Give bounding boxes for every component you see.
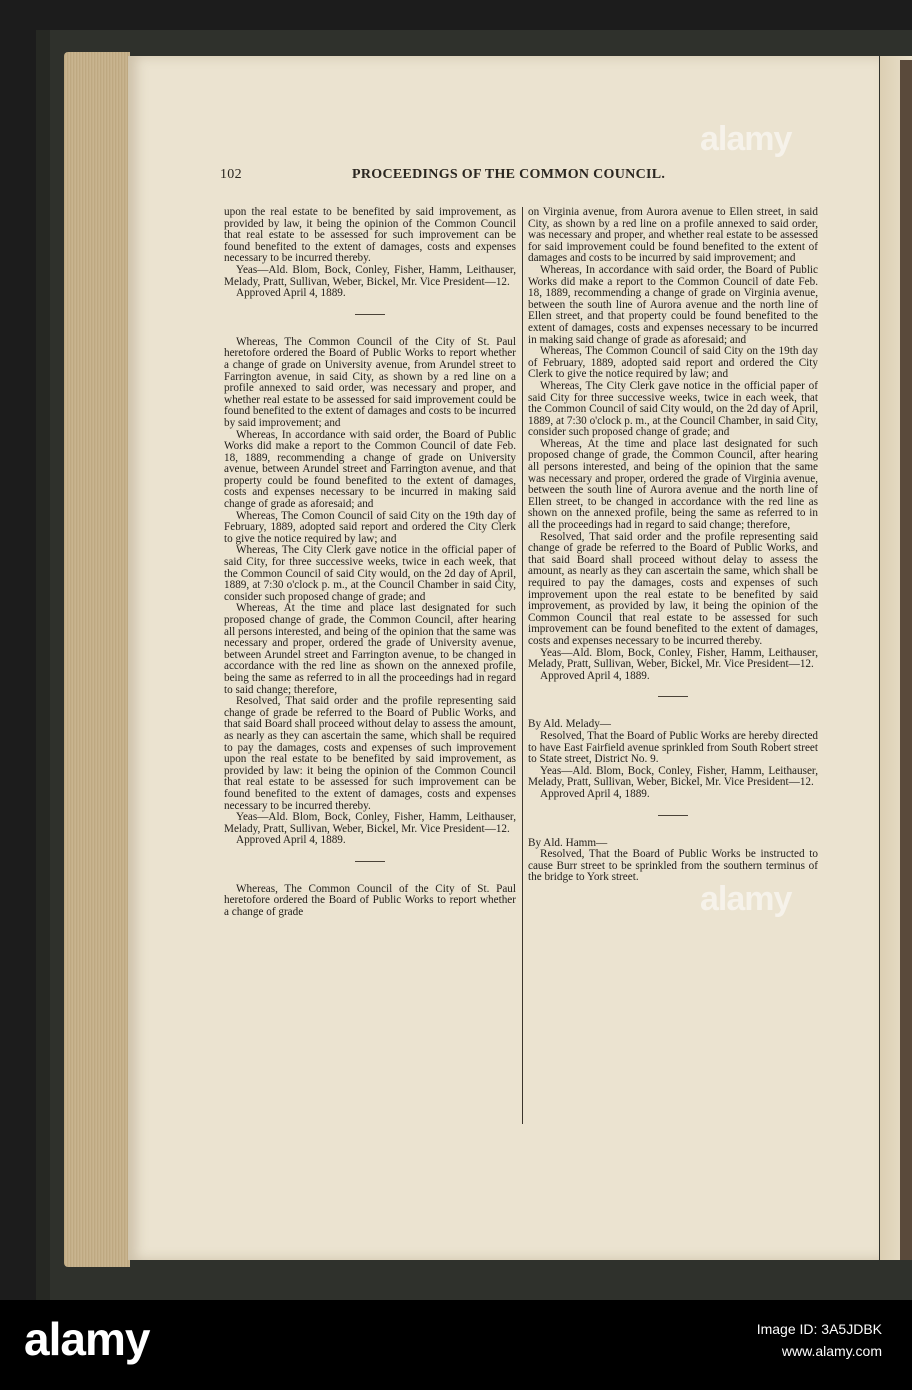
paragraph: Whereas, The Common Council of the City of St. Paul heretofore ordered the Board of Public Works to report whether a change of grade on University avenue, from Arundel street to Farrington avenue, in said City, as shown by a red line on a profile annexed to said order, was necessary and proper, and whether real estate to be assessed for said improvement could be found benefited to the extent of damages and costs to be incurred by said improvement; and	[224, 335, 516, 429]
paragraph: Whereas, The Common Council of said City on the 19th day of February, 1889, adopted said report and ordered the City Clerk to give the notice required by law; and	[528, 345, 818, 381]
paragraph: Whereas, The City Clerk gave notice in the official paper of said City, for three successive weeks, twice in each week, that the Common Council of said City would, on the 2d day of April, 1889, at 7:30 o'clock p. m., at the Council Chamber in said City, consider such proposed change of grade; and	[224, 544, 516, 603]
alamy-logo: alamy	[24, 1313, 150, 1365]
watermark-logo: alamy	[700, 120, 792, 158]
resolution: Resolved, That said order and the profile representing said change of grade be referred to the Board of Public Works, and that said Board shall proceed without delay to assess the amount, as nearly as they can ascertain the same, which shall be required to pay the damages, costs and expenses of such improvement upon the real estate to be benefited by said improvement, as provided by law: it being the opinion of the Common Council that real estate to be assessed for such improvement can be found benefited to the extent of damages, costs and expenses necessary to be incurred thereby.	[224, 695, 516, 812]
vote-record: Yeas—Ald. Blom, Bock, Conley, Fisher, Hamm, Leithauser, Melady, Pratt, Sullivan, Weber, Bickel, Mr. Vice President—12.	[528, 764, 818, 789]
section-divider	[658, 815, 688, 816]
paragraph: Whereas, In accordance with said order, the Board of Public Works did make a report to the Common Council of date Feb. 18, 1889, recommending a change of grade on University avenue, between Arundel street and Farrington avenue, and that property could be found benefited to the extent of damages, costs and expenses necessary to be incurred in making said change of grade as aforesaid; and	[224, 428, 516, 511]
paragraph: Whereas, The Common Council of the City of St. Paul heretofore ordered the Board of Public Works to report whether a change of grade	[224, 882, 516, 919]
section-divider	[355, 314, 385, 315]
paragraph: Whereas, In accordance with said order, the Board of Public Works did make a report to the Common Council of date Feb. 18, 1889, recommending a change of grade on Virginia avenue, between the south line of Aurora avenue and the north line of Ellen street, and that property could be found benefited to the extent of damages, costs and expenses necessary to be incurred in making said change of grade as aforesaid; and	[528, 263, 818, 346]
image-id: Image ID: 3A5JDBK	[756, 1321, 882, 1337]
paragraph: Whereas, At the time and place last designated for such proposed change of grade, the Common Council, after hearing all persons interested, and being of the opinion that the same was necessary and proper, ordered the grade of University avenue, between Arundel street and Farrington avenue, to be changed in accordance with the red line as shown on the annexed profile, being the same as referred to in all the proceedings had in regard to said change; therefore,	[224, 602, 516, 696]
resolution: Resolved, That said order and the profile representing said change of grade be referred to the Board of Public Works, and that said Board shall proceed without delay to assess the amount, as nearly as they can ascertain the same, which shall be required to pay the damages, costs and expenses of such improvement upon the real estate to be benefited by said improvement, as provided by law, it being the opinion of the Common Council that real estate to be assessed for such improvement can be found benefited to the extent of damages, costs and expenses necessary to be incurred thereby.	[528, 530, 818, 647]
paragraph: Whereas, The Comon Council of said City on the 19th day of February, 1889, adopted said report and ordered the City Clerk to give the notice required by law; and	[224, 509, 516, 545]
section-divider	[658, 696, 688, 697]
paragraph: Whereas, The City Clerk gave notice in the official paper of said City for three successive weeks, twice in each week, that the Common Council of said City would, on the 2d day of April, 1889, at 7:30 o'clock p. m., at the Council Chamber, in said City, consider such proposed change of grade; and	[528, 379, 818, 439]
vote-record: Yeas—Ald. Blom, Bock, Conley, Fisher, Hamm, Leithauser, Melady, Pratt, Sullivan, Weber, Bickel, Mr. Vice President—12.	[224, 811, 516, 835]
approval-date: Approved April 4, 1889.	[236, 287, 346, 300]
vote-record: Yeas—Ald. Blom, Bock, Conley, Fisher, Hamm, Leithauser, Melady, Pratt, Sullivan, Weber, Bickel, Mr. Vice President—12.	[528, 646, 818, 671]
page-edges	[64, 52, 130, 1267]
column-rule	[522, 207, 523, 1124]
facing-page-shadow	[900, 60, 912, 1260]
site-url: www.alamy.com	[781, 1343, 882, 1359]
resolution: Resolved, That the Board of Public Works be instructed to cause Burr street to be sprinkled from the southern terminus of the bridge to York street.	[528, 848, 818, 884]
vote-record: Yeas—Ald. Blom, Bock, Conley, Fisher, Hamm, Leithauser, Melady, Pratt, Sullivan, Weber, Bickel, Mr. Vice President—12.	[224, 263, 516, 288]
book-spine	[36, 30, 50, 1300]
motion-sponsor: By Ald. Hamm—	[528, 836, 608, 849]
left-column	[224, 207, 516, 919]
paragraph: on Virginia avenue, from Aurora avenue to Ellen street, in said City, as shown by a red line on a profile annexed to said order, was necessary and proper, and whether real estate to be assessed for said improvement could be found benefited to the extent of damages and costs to be incurred by said improvement; and	[528, 206, 818, 265]
right-column	[528, 207, 818, 884]
motion-sponsor: By Ald. Melady—	[528, 718, 611, 731]
paragraph: Whereas, At the time and place last designated for such proposed change of grade, the Common Council, after hearing all persons interested, and being of the opinion that the same was necessary and proper, ordered the grade of Virginia avenue, between the south line of Aurora avenue and the north line of Ellen street, to be changed in accordance with the red line as shown on the annexed profile, being the same as referred to in all the proceedings had in regard to said change; therefore,	[528, 437, 818, 532]
running-title: PROCEEDINGS OF THE COMMON COUNCIL.	[352, 167, 666, 182]
approval-date: Approved April 4, 1889.	[540, 787, 650, 800]
approval-date: Approved April 4, 1889.	[236, 834, 346, 847]
watermark-logo: alamy	[700, 880, 792, 918]
image-credit	[757, 1318, 882, 1362]
paragraph: upon the real estate to be benefited by said improvement, as provided by law, it being the opinion of the Common Council that real estate to be assessed for such improvement can be found benefited to the extent of damages, costs and expenses necessary to be incurred thereby.	[224, 206, 516, 265]
section-divider	[355, 861, 385, 862]
page-number: 102	[220, 167, 242, 182]
resolution: Resolved, That the Board of Public Works are hereby directed to have East Fairfield avenue sprinkled from South Robert street to State street, District No. 9.	[528, 729, 818, 766]
approval-date: Approved April 4, 1889.	[540, 669, 650, 682]
